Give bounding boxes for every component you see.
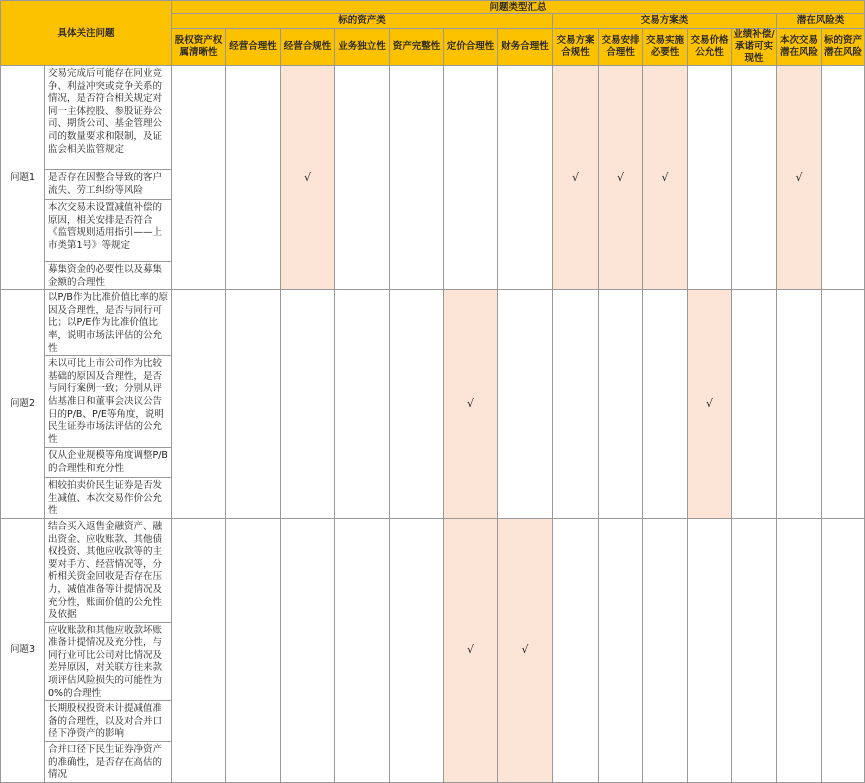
header-specific-issues: 具体关注问题 <box>1 1 172 66</box>
header-group-target-assets: 标的资产类 <box>172 14 553 29</box>
empty-cell <box>498 290 553 519</box>
issue-text: 本次交易未设置减值补偿的原因，相关安排是否符合《监管规则适用指引——上市类第1号》等规定 <box>45 200 172 262</box>
empty-cell <box>599 290 643 519</box>
column-header: 本次交易潜在风险 <box>777 29 822 66</box>
table-header <box>1 1 865 66</box>
empty-cell <box>444 66 498 290</box>
empty-cell <box>226 66 281 290</box>
empty-cell <box>335 66 390 290</box>
issue-text: 仅从企业规模等角度调整P/B的合理性和充分性 <box>45 448 172 478</box>
empty-cell <box>390 66 444 290</box>
column-header: 经营合理性 <box>226 29 281 66</box>
empty-cell <box>777 518 822 782</box>
empty-cell <box>281 290 335 519</box>
column-header: 标的资产潜在风险 <box>822 29 865 66</box>
issue-text: 结合买入返售金融资产、融出资金、应收账款、其他债权投资、其他应收款等的主要对手方、经营情况等，分析相关资金回收是否存在压力，减值准备等计提情况及充分性，账面价值的公允性及依据 <box>45 518 172 622</box>
empty-cell <box>643 290 688 519</box>
check-mark-cell: √ <box>444 518 498 782</box>
column-header: 交易方案合规性 <box>553 29 599 66</box>
empty-cell <box>226 290 281 519</box>
empty-cell <box>643 518 688 782</box>
column-header: 定价合理性 <box>444 29 498 66</box>
column-header: 财务合理性 <box>498 29 553 66</box>
header-group-potential-risk: 潜在风险类 <box>777 14 865 29</box>
empty-cell <box>732 290 777 519</box>
question-label: 问题3 <box>1 518 45 782</box>
check-mark-cell: √ <box>599 66 643 290</box>
header-issue-type-summary: 问题类型汇总 <box>172 1 865 14</box>
check-mark-cell: √ <box>688 290 732 519</box>
check-mark-cell: √ <box>498 518 553 782</box>
check-mark-cell: √ <box>553 66 599 290</box>
empty-cell <box>822 66 865 290</box>
column-header: 交易安排合理性 <box>599 29 643 66</box>
issue-text: 募集资金的必要性以及募集金额的合理性 <box>45 262 172 290</box>
empty-cell <box>732 518 777 782</box>
issue-text: 长期股权投资未计提减值准备的合理性，以及对合并口径下净资产的影响 <box>45 701 172 742</box>
table-row <box>1 290 865 356</box>
empty-cell <box>822 290 865 519</box>
check-mark-cell: √ <box>777 66 822 290</box>
column-header: 业务独立性 <box>335 29 390 66</box>
issue-text: 未以可比上市公司作为比较基础的原因及合理性，是否与同行案例一致；分别从评估基准日和董事会决议公告日的P/B、P/E等角度，说明民生证券市场法评估的公允性 <box>45 356 172 448</box>
check-mark-cell: √ <box>643 66 688 290</box>
column-header: 交易价格公允性 <box>688 29 732 66</box>
empty-cell <box>390 518 444 782</box>
column-header: 股权资产权属清晰性 <box>172 29 226 66</box>
column-header: 资产完整性 <box>390 29 444 66</box>
header-group-transaction-plan: 交易方案类 <box>553 14 777 29</box>
question-label: 问题1 <box>1 66 45 290</box>
empty-cell <box>777 290 822 519</box>
empty-cell <box>553 290 599 519</box>
question-label: 问题2 <box>1 290 45 519</box>
issue-text: 合并口径下民生证券净资产的准确性，是否存在高估的情况 <box>45 742 172 783</box>
empty-cell <box>335 518 390 782</box>
column-header: 经营合规性 <box>281 29 335 66</box>
issue-text: 以P/B作为比准价值比率的原因及合理性，是否与同行可比；以P/E作为比准价值比率，说明市场法评估的公允性 <box>45 290 172 356</box>
empty-cell <box>688 518 732 782</box>
issue-text: 相较拍卖价民生证券是否发生减值、本次交易作价公允性 <box>45 478 172 519</box>
table-row <box>1 518 865 622</box>
empty-cell <box>281 518 335 782</box>
column-header: 交易实施必要性 <box>643 29 688 66</box>
table-body <box>1 66 865 783</box>
check-mark-cell: √ <box>281 66 335 290</box>
empty-cell <box>553 518 599 782</box>
empty-cell <box>390 290 444 519</box>
issue-text: 应收账款和其他应收款坏账准备计提情况及充分性，与同行业可比公司对比情况及差异原因，对关联方往来款项评估风险损失的可能性为0%的合理性 <box>45 622 172 701</box>
table-row <box>1 66 865 170</box>
empty-cell <box>226 518 281 782</box>
empty-cell <box>172 290 226 519</box>
issue-text: 交易完成后可能存在同业竞争、利益冲突或竞争关系的情况，是否符合相关规定对同一主体控股、参股证券公司、期货公司、基金管理公司的数量要求和限制，及证监会相关监管规定 <box>45 66 172 170</box>
empty-cell <box>335 290 390 519</box>
empty-cell <box>732 66 777 290</box>
empty-cell <box>688 66 732 290</box>
empty-cell <box>172 518 226 782</box>
column-header: 业绩补偿/承诺可实现性 <box>733 29 775 64</box>
empty-cell <box>822 518 865 782</box>
empty-cell <box>498 66 553 290</box>
check-mark-cell: √ <box>444 290 498 519</box>
issue-text: 是否存在因整合导致的客户流失、劳工纠纷等风险 <box>45 170 172 200</box>
empty-cell <box>172 66 226 290</box>
empty-cell <box>599 518 643 782</box>
